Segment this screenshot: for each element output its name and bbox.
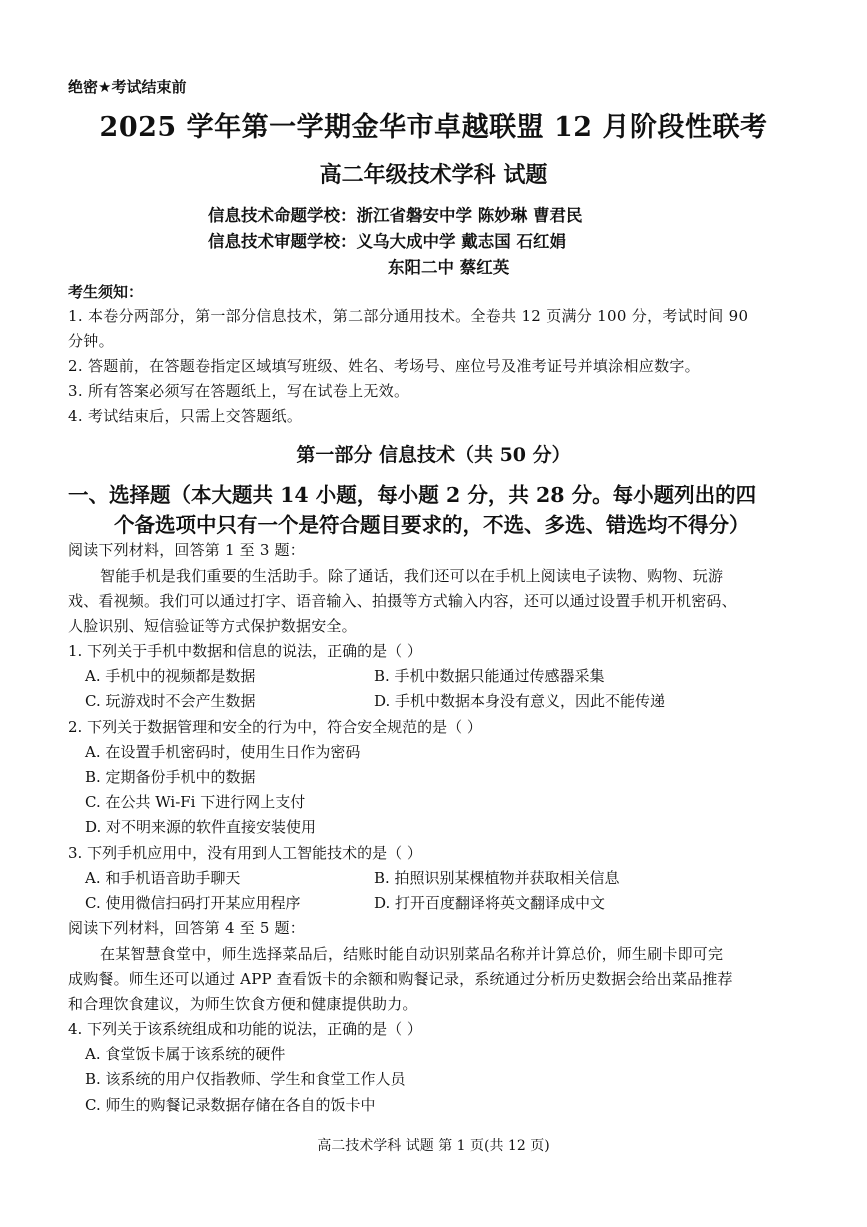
part1-heading: 第一部分 信息技术（共 50 分） bbox=[296, 444, 571, 466]
reading1-line: 智能手机是我们重要的生活助手。除了通话，我们还可以在手机上阅读电子读物、购物、玩游 bbox=[100, 567, 724, 585]
q3-option-b: B. 拍照识别某棵植物并获取相关信息 bbox=[374, 869, 620, 887]
q2-option-d: D. 对不明来源的软件直接安装使用 bbox=[85, 818, 317, 836]
q4-option-a: A. 食堂饭卡属于该系统的硬件 bbox=[85, 1045, 286, 1063]
question-4-stem: 4. 下列关于该系统组成和功能的说法，正确的是（ ） bbox=[68, 1020, 422, 1038]
reading2-line: 和合理饮食建议，为师生饮食方便和健康提供助力。 bbox=[68, 995, 418, 1013]
reading2-line: 在某智慧食堂中，师生选择菜品后，结账时能自动识别菜品名称并计算总价，师生刷卡即可完 bbox=[100, 945, 724, 963]
notice-item-3: 3. 所有答案必须写在答题纸上，写在试卷上无效。 bbox=[68, 382, 410, 400]
q1-option-d: D. 手机中数据本身没有意义，因此不能传递 bbox=[374, 692, 666, 710]
exam-title: 2025 学年第一学期金华市卓越联盟 12 月阶段性联考 bbox=[99, 112, 768, 143]
q1-option-c: C. 玩游戏时不会产生数据 bbox=[85, 692, 256, 710]
section1-heading-cont: 个备选项中只有一个是符合题目要求的，不选、多选、错选均不得分） bbox=[114, 513, 750, 537]
section1-heading: 一、选择题（本大题共 14 小题，每小题 2 分，共 28 分。每小题列出的四 bbox=[68, 483, 757, 507]
proposer-schools: 信息技术命题学校：浙江省磐安中学 陈妙琳 曹君民 bbox=[208, 206, 583, 225]
reading1-line: 戏、看视频。我们可以通过打字、语音输入、拍摄等方式输入内容，还可以通过设置手机开机密码、 bbox=[68, 592, 737, 610]
confidential-mark: 绝密★考试结束前 bbox=[68, 78, 187, 96]
reviewer-schools-cont: 东阳二中 蔡红英 bbox=[388, 258, 510, 277]
page-footer: 高二技术学科 试题 第 1 页(共 12 页) bbox=[317, 1138, 550, 1154]
question-3-stem: 3. 下列手机应用中，没有用到人工智能技术的是（ ） bbox=[68, 844, 422, 862]
reading1-line: 人脸识别、短信验证等方式保护数据安全。 bbox=[68, 617, 357, 635]
q2-option-c: C. 在公共 Wi-Fi 下进行网上支付 bbox=[85, 793, 306, 811]
q1-option-a: A. 手机中的视频都是数据 bbox=[85, 667, 256, 685]
exam-subtitle: 高二年级技术学科 试题 bbox=[319, 162, 548, 188]
reading2-line: 成购餐。师生还可以通过 APP 查看饭卡的余额和购餐记录，系统通过分析历史数据会给出菜品推荐 bbox=[68, 970, 733, 988]
reading1-intro: 阅读下列材料，回答第 1 至 3 题： bbox=[68, 541, 305, 559]
q3-option-a: A. 和手机语音助手聊天 bbox=[85, 869, 241, 887]
q4-option-c: C. 师生的购餐记录数据存储在各自的饭卡中 bbox=[85, 1096, 376, 1114]
q2-option-b: B. 定期备份手机中的数据 bbox=[85, 768, 256, 786]
notice-item-1: 1. 本卷分两部分，第一部分信息技术，第二部分通用技术。全卷共 12 页满分 100 分，考试时间 90 bbox=[68, 307, 749, 325]
question-2-stem: 2. 下列关于数据管理和安全的行为中，符合安全规范的是（ ） bbox=[68, 718, 482, 736]
q3-option-c: C. 使用微信扫码打开某应用程序 bbox=[85, 894, 301, 912]
reading2-intro: 阅读下列材料，回答第 4 至 5 题： bbox=[68, 919, 305, 937]
q4-option-b: B. 该系统的用户仅指教师、学生和食堂工作人员 bbox=[85, 1070, 406, 1088]
notice-item-4: 4. 考试结束后，只需上交答题纸。 bbox=[68, 407, 303, 425]
reviewer-schools: 信息技术审题学校：义乌大成中学 戴志国 石红娟 bbox=[208, 232, 566, 251]
notice-item-1-cont: 分钟。 bbox=[68, 332, 114, 350]
notice-heading: 考生须知： bbox=[68, 283, 144, 301]
notice-item-2: 2. 答题前，在答题卷指定区域填写班级、姓名、考场号、座位号及准考证号并填涂相应数字。 bbox=[68, 357, 700, 375]
q1-option-b: B. 手机中数据只能通过传感器采集 bbox=[374, 667, 605, 685]
question-1-stem: 1. 下列关于手机中数据和信息的说法，正确的是（ ） bbox=[68, 642, 422, 660]
q3-option-d: D. 打开百度翻译将英文翻译成中文 bbox=[374, 894, 606, 912]
q2-option-a: A. 在设置手机密码时，使用生日作为密码 bbox=[85, 743, 361, 761]
